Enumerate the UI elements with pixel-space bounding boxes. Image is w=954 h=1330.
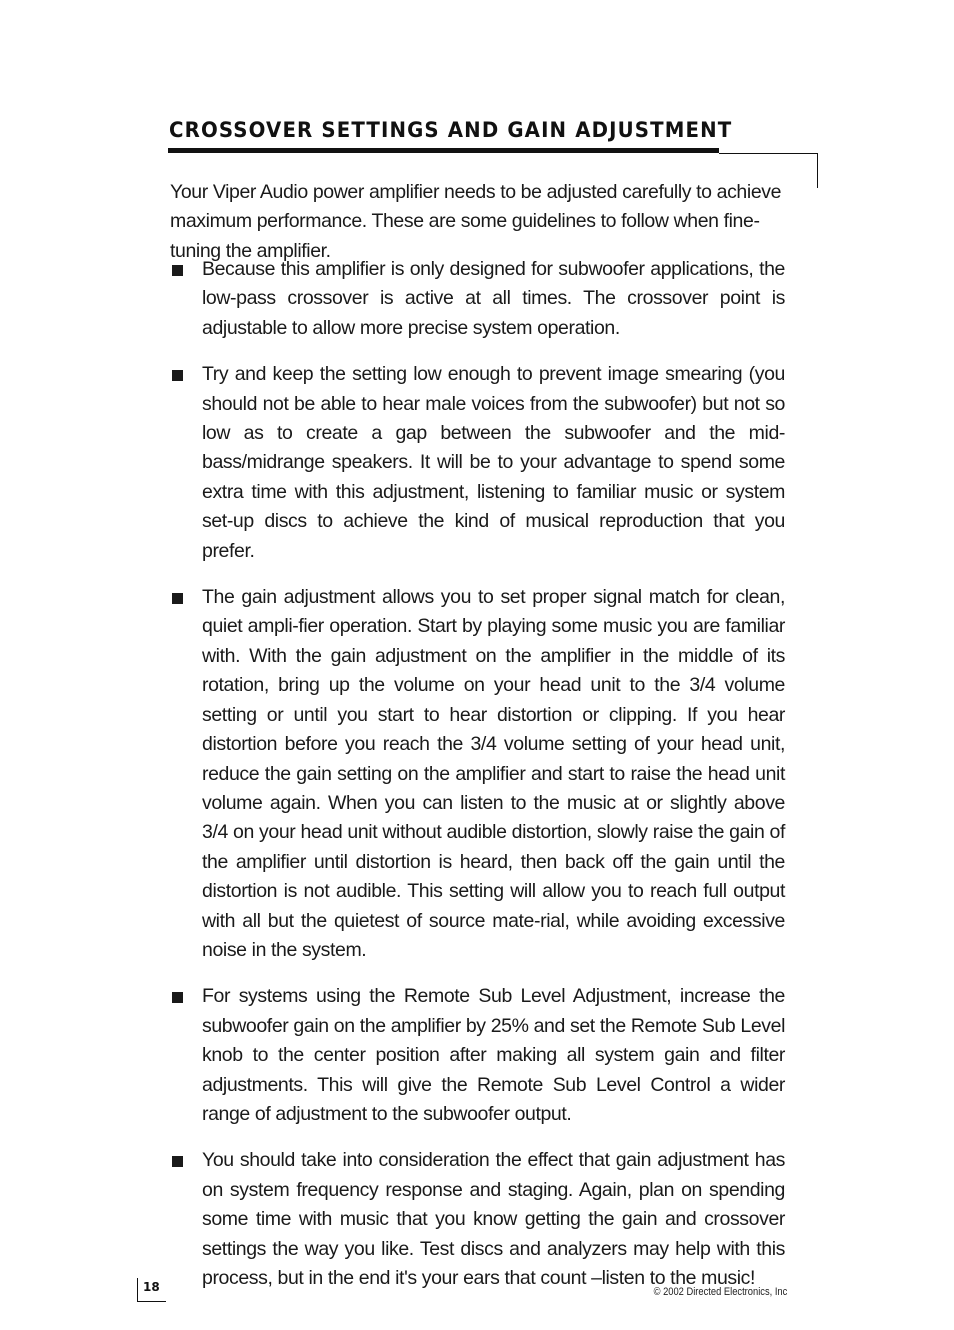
list-item-text: Because this amplifier is only designed for subwoofer applications, the low-pass crossover is active at all times. The crossover point is adjustable to allow more precise system operation.: [202, 258, 785, 339]
list-item: [170, 583, 785, 965]
list-item-text: For systems using the Remote Sub Level Adjustment, increase the subwoofer gain on the amplifier by 25% and set the Remote Sub Level knob to the center position after making all system gain and filter adjustments. This will give the Remote Sub Level Control a wider range of adjustment to the subwoofer output.: [202, 985, 785, 1125]
square-bullet-icon: [172, 265, 183, 276]
heading-rule-extension: [719, 153, 818, 154]
copyright-notice: © 2002 Directed Electronics, Inc: [653, 1286, 787, 1298]
intro-paragraph: Your Viper Audio power amplifier needs to be adjusted carefully to achieve maximum performance. These are some guidelines to follow when fine-tuning the amplifier.: [170, 181, 782, 262]
square-bullet-icon: [172, 370, 183, 381]
square-bullet-icon: [172, 593, 183, 604]
guideline-list: [170, 255, 785, 1310]
list-item: [170, 255, 785, 343]
square-bullet-icon: [172, 1156, 183, 1167]
page-number: 18: [143, 1280, 160, 1294]
list-item-text: Try and keep the setting low enough to prevent image smearing (you should not be able to hear male voices from the subwoofer) but not so low as to create a gap between the subwoofer and the mid-bass/midrange speakers. It will be to your advantage to spend some extra time with this adjustment, listening to familiar music or system set-up discs to achieve the kind of musical reproduction that you prefer.: [202, 363, 785, 562]
list-item-text: You should take into consideration the effect that gain adjustment has on system frequency response and staging. Again, plan on spending some time with music that you know getting the gain and crossover settings the way you like. Test discs and analyzers may help with this process, but in the end it's your ears that count –listen to the music!: [202, 1149, 785, 1289]
heading-underline: [168, 148, 719, 153]
list-item: [170, 1146, 785, 1293]
square-bullet-icon: [172, 992, 183, 1003]
section-heading: CROSSOVER SETTINGS AND GAIN ADJUSTMENT: [169, 118, 733, 142]
list-item: [170, 360, 785, 566]
list-item: [170, 982, 785, 1129]
list-item-text: The gain adjustment allows you to set proper signal match for clean, quiet ampli-fier operation. Start by playing some music you are familiar with. With the gain adjustment on the amplifier in the middle of its rotation, bring up the volume on your head unit to the 3/4 volume setting or until you start to hear distortion or clipping. If you hear distortion before you reach the 3/4 volume setting of your head unit, reduce the gain setting on the amplifier and start to raise the head unit volume again. When you can listen to the music at or slightly above 3/4 on your head unit without audible distortion, slowly raise the gain of the amplifier until distortion is heard, then back off the gain until the distortion is not audible. This setting will allow you to reach full output with all but the quietest of source mate-rial, while avoiding excessive noise in the system.: [202, 586, 785, 961]
heading-rule-corner: [817, 153, 818, 188]
